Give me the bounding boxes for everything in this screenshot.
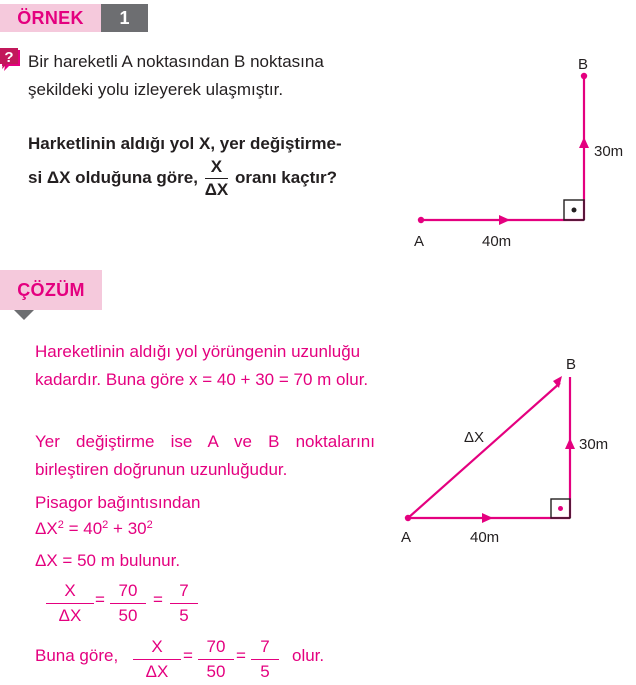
- label-a: A: [401, 529, 412, 546]
- question-fraction: [205, 158, 229, 199]
- question-ask: [28, 130, 400, 199]
- fraction-70-50: 70 50: [110, 582, 146, 625]
- final-fraction-x-dx: X ΔX: [133, 638, 181, 681]
- label-b: B: [566, 356, 577, 373]
- pisagor-line: Pisagor bağıntısından: [35, 493, 201, 512]
- eq-lhs: ΔX: [35, 519, 58, 538]
- label-40m: 40m: [470, 529, 500, 546]
- label-a: A: [414, 233, 425, 250]
- eq-b: 30: [127, 519, 147, 538]
- equals-1: =: [95, 590, 105, 609]
- exp-3: 2: [146, 519, 153, 531]
- final-equals-2: =: [236, 646, 246, 665]
- solution-badge: ÇÖZÜM: [0, 270, 102, 310]
- eq-plus: +: [113, 519, 123, 538]
- path-diagram: [400, 50, 636, 260]
- final-suffix: olur.: [292, 646, 325, 665]
- label-30m: 30m: [579, 436, 609, 453]
- point-a: [405, 515, 411, 521]
- question-fraction-numerator: X: [205, 158, 229, 179]
- question-ask-line2a: si ΔX olduğuna göre,: [28, 167, 198, 187]
- svg-text:?: ?: [4, 49, 14, 66]
- horizontal-arrow: [499, 215, 510, 225]
- equation-result: ΔX = 50 m bulunur.: [35, 551, 181, 570]
- displacement-diagram: [390, 350, 636, 550]
- question-mark-icon: [0, 48, 22, 72]
- horizontal-arrow: [482, 513, 493, 523]
- final-equals-1: =: [183, 646, 193, 665]
- example-badge: [0, 4, 148, 32]
- question-text: Bir hareketli A noktasından B noktasına şekildeki yolu izleyerek ulaşmıştır.: [28, 52, 324, 99]
- point-a: [418, 217, 424, 223]
- fraction-7-5: 7 5: [170, 582, 198, 625]
- eq-equals: =: [68, 519, 79, 538]
- point-b: [581, 73, 587, 79]
- solution-paragraph-2: Yer değiştirme ise A ve B noktalarını birleştiren doğrunun uzunluğudur.: [35, 432, 375, 479]
- question-ask-line2b: oranı kaçtır?: [234, 167, 338, 187]
- solution-arrow-icon: [14, 310, 34, 320]
- vertical-arrow: [579, 137, 589, 148]
- equation-pythagoras: [35, 516, 153, 542]
- fraction-x-dx: X ΔX: [46, 582, 94, 625]
- label-b: B: [578, 56, 589, 73]
- exp-1: 2: [57, 519, 64, 531]
- final-fraction-7-5: 7 5: [251, 638, 279, 681]
- vertical-arrow: [565, 438, 575, 449]
- final-prefix: Buna göre,: [35, 646, 119, 665]
- eq-a: 40: [83, 519, 103, 538]
- final-fraction-70-50: 70 50: [198, 638, 234, 681]
- label-30m: 30m: [594, 143, 624, 160]
- exp-2: 2: [102, 519, 109, 531]
- example-number: 1: [101, 4, 148, 32]
- hypotenuse-path: [408, 383, 560, 518]
- question-fraction-denominator: ΔX: [204, 180, 229, 199]
- label-40m: 40m: [482, 233, 512, 250]
- solution-paragraph-1: Hareketlinin aldığı yol yörüngenin uzunluğu kadardır. Buna göre x = 40 + 30 = 70 m olur.: [35, 342, 369, 389]
- label-delta-x: ΔX: [464, 429, 485, 446]
- hypotenuse-arrow: [553, 376, 562, 388]
- question-ask-line1: Harketlinin aldığı yol X, yer değiştirme-: [28, 134, 342, 153]
- equals-2: =: [153, 590, 163, 609]
- example-label: ÖRNEK: [0, 4, 101, 32]
